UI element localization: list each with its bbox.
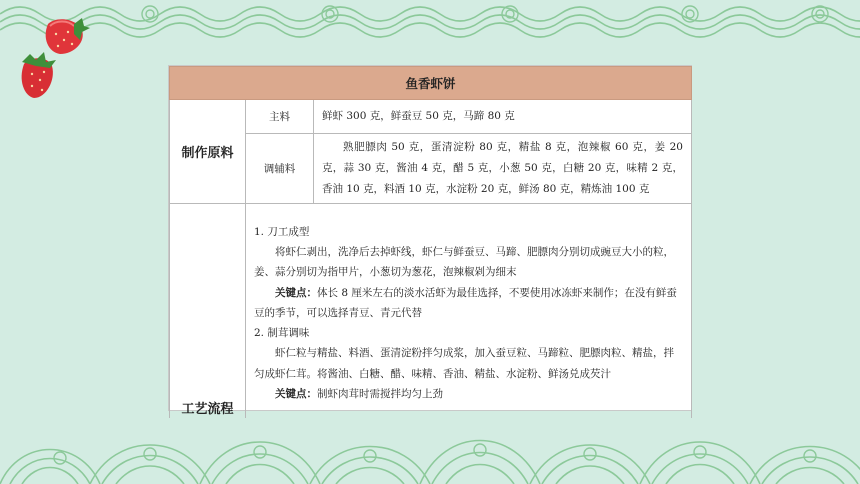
bottom-wave-pattern — [0, 418, 860, 484]
seasoning-text: 熟肥膘肉 50 克，蛋清淀粉 80 克，精盐 8 克，泡辣椒 60 克，姜 20 克，蒜 30 克，酱油 4 克，醋 5 克，小葱 50 克，白糖 20 克，味精 2 克，香油 10 克，料酒 10 克，水淀粉 20 克，鲜汤 80 克，精炼油 100 克 — [314, 134, 692, 204]
step2-text: 虾仁粒与精盐、料酒、蛋清淀粉拌匀成浆，加入蚕豆粒、马蹄粒、肥膘肉粒、精盐，拌匀成虾仁茸。将酱油、白糖、醋、味精、香油、精盐、水淀粉、鲜汤兑成芡汁 — [254, 347, 674, 380]
title-row — [170, 67, 692, 100]
strawberry-icon — [16, 52, 58, 102]
step1-text: 将虾仁剥出，洗净后去掉虾线，虾仁与鲜蚕豆、马蹄、肥膘肉分别切成豌豆大小的粒，姜、蒜分别切为指甲片，小葱切为葱花，泡辣椒剁为细末 — [254, 246, 674, 279]
ingredients-label: 制作原料 — [170, 100, 246, 204]
key-point-1 — [254, 283, 683, 323]
key-point-2 — [254, 384, 683, 404]
main-label: 主料 — [246, 100, 314, 134]
key-point-label: 关键点： — [275, 387, 317, 400]
seasoning-row — [170, 134, 692, 204]
top-wave-pattern — [0, 0, 860, 40]
process-content — [246, 204, 692, 422]
key-point-text: 体长 8 厘米左右的淡水活虾为最佳选择，不要使用冰冻虾来制作；在没有鲜蚕豆的季节，可以选择青豆、青元代替 — [254, 286, 677, 319]
step1-title: 1. 刀工成型 — [254, 226, 310, 239]
key-point-label: 关键点： — [275, 286, 317, 299]
step2-title: 2. 制茸调味 — [254, 327, 310, 340]
recipe-table — [169, 66, 692, 422]
seasoning-label: 调辅料 — [246, 134, 314, 204]
process-label: 工艺流程 — [170, 204, 246, 422]
key-point-text: 制虾肉茸时需搅拌均匀上劲 — [317, 387, 443, 400]
recipe-title: 鱼香虾饼 — [170, 67, 692, 100]
main-ingredients-text: 鲜虾 300 克，鲜蚕豆 50 克，马蹄 80 克 — [314, 100, 692, 134]
process-row — [170, 204, 692, 422]
recipe-card — [169, 66, 691, 417]
main-ingredients-row — [170, 100, 692, 134]
